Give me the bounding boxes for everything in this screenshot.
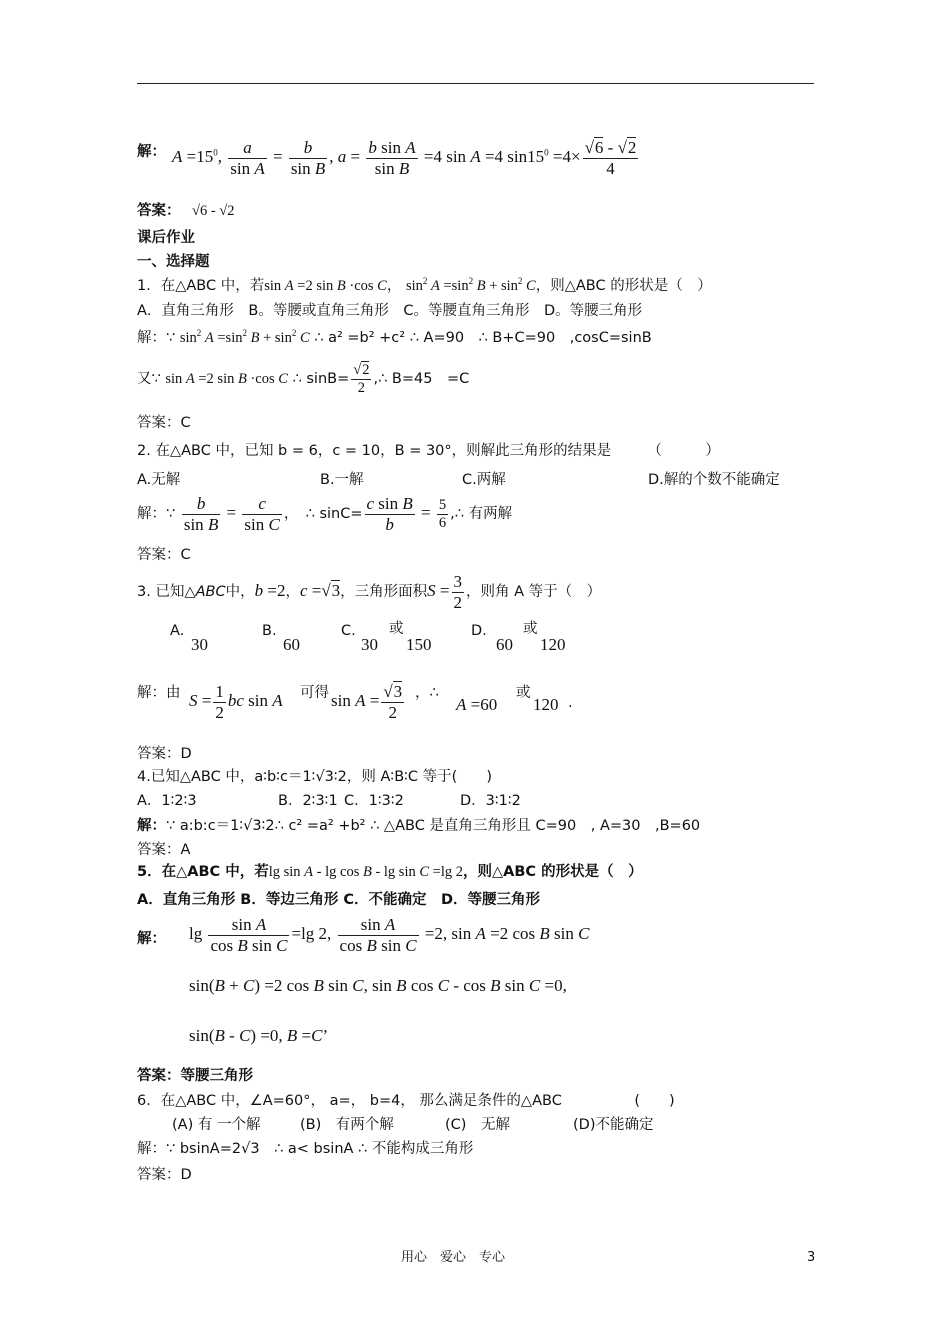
q3-option-a-value: 30 [191,635,208,654]
q3-option-c-label: C. [341,623,356,639]
header-rule [137,83,814,84]
q5-solution-line-3: sin(B - C) =0, B =C’ [189,1026,329,1045]
q6-stem: 6．在△ABC 中，∠A=60°， a=， b=4， 那么满足条件的△ABC ( ) [137,1093,675,1109]
q3-option-c-value-2: 150 [406,635,432,654]
q6-option-b: (B) 有两个解 [300,1117,394,1133]
q1-solution: 解：∵ $\sin^2 A =\sin^2$ $B + \sin^2 C$ ∴ a² =b² +c² ∴ A=90 ∴ B+C=90 ,cosC=sinB [137,328,652,346]
q5-solution-line-1: lg $\frac{\text{sin A}}{\text{cos B sin C}}$ =lg 2, $\frac{\text{sin A}}{\text{cos B sin C}}$ =2, sin A =2 cos B sin C [189,915,590,955]
q3-option-a-label: A. [170,623,185,639]
q2-option-d: D.解的个数不能确定 [648,472,780,488]
top-answer-label: 答案： [137,203,181,219]
q4-answer: 答案：A [137,842,191,858]
q3-solution-120: 120 [533,695,559,714]
q4-option-c: C．1∶3∶2 [344,793,404,809]
subsection-title: 一、选择题 [137,254,210,270]
q4-option-a: A．1∶2∶3 [137,793,197,809]
q4-solution: 解：∵ a:b:c＝1∶√3∶2∴ c² =a² +b² ∴ △ABC 是直角三角形且 C=90 , A=30 ,B=60 [137,818,701,834]
top-equation: $A =15^0$, $\frac{a}{\text{sin A}}$ = $\frac{b}{\text{sin B}}$ , a = $\frac{\text{b sin A}}{\text{sin B}}$ =4 sin A =4 $\sin 15^0 =4\times$ $\frac{√6 - √2}{4}$ [172,138,637,178]
footer-motto: 用心 爱心 专心 [401,1250,506,1265]
q3-option-d-value-1: 60 [496,635,513,654]
q3-stem: 3. 已知△ABC中，b =2，c =√3，三角形面积S = $\frac{3}{2}$ ，则角 A 等于（ ） [137,572,602,612]
q3-solution-prefix: 解：由 [137,685,181,701]
q5-answer: 答案：等腰三角形 [137,1068,253,1084]
q2-option-a: A.无解 [137,472,181,488]
q1-stem: 1．在△ABC 中，若sin A =2 sin B ·cos C， $\sin^2 A =\sin^2$ $B + \sin^2 C$，则△ABC 的形状是（ ） [137,276,712,294]
q3-answer: 答案：D [137,746,192,762]
q5-stem: 5．在△ABC 中，若lg sin A - lg cos B - lg sin C =lg 2，则△ABC 的形状是（ ） [137,864,643,880]
q3-solution-kede: 可得 [300,685,329,701]
q3-solution-formula: S = $\frac{1}{2}$ bc sin A [189,682,283,722]
q4-stem: 4.已知△ABC 中，a∶b∶c＝1∶√3∶2，则 A∶B∶C 等于( ) [137,769,492,785]
top-answer-value: √6 - √2 [192,203,235,219]
q3-option-d-value-2: 120 [540,635,566,654]
q2-stem: 2. 在△ABC 中，已知 b = 6，c = 10，B = 30°，则解此三角形的结果是 （ ） [137,443,720,459]
page-number: 3 [807,1250,816,1265]
q3-option-d-or: 或 [523,621,538,637]
section-title: 课后作业 [137,230,195,246]
q2-option-b: B.一解 [320,472,364,488]
q4-option-d: D．3∶1∶2 [460,793,521,809]
q3-option-b-value: 60 [283,635,300,654]
q5-solution-line-2: sin(B + C) =2 cos B sin C, sin B cos C - cos B sin C =0, [189,976,567,995]
q3-solution-therefore: ，∴ [415,685,439,701]
q5-options: A．直角三角形 B．等边三角形 C．不能确定 D．等腰三角形 [137,892,541,908]
q6-solution: 解：∵ bsinA=2√3 ∴ a< bsinA ∴ 不能构成三角形 [137,1141,474,1157]
solution-label: 解： [137,144,166,160]
q6-option-d: (D)不能确定 [573,1117,654,1133]
q1-options: A．直角三角形 B。等腰或直角三角形 C。等腰直角三角形 D。等腰三角形 [137,303,643,319]
q1-answer: 答案：C [137,415,191,431]
q3-option-c-value-1: 30 [361,635,378,654]
q3-option-d-label: D. [471,623,487,639]
q5-solution-label: 解： [137,931,166,947]
q6-option-a: (A) 有 一个解 [172,1117,261,1133]
q1-solution-2: 又∵ sin A =2 sin B ·cos C ∴ sinB= $\frac{√2}{2}$ ,∴ B=45 =C [137,362,470,396]
q3-option-c-or: 或 [389,621,404,637]
q4-option-b: B．2∶3∶1 [278,793,338,809]
q3-option-b-label: B. [262,623,277,639]
q6-option-c: (C) 无解 [445,1117,510,1133]
q3-solution-A: A =60 [456,695,498,714]
q2-answer: 答案：C [137,547,191,563]
q6-answer: 答案：D [137,1167,192,1183]
q3-solution-end: . [568,695,573,711]
q2-solution: 解：∵ $\frac{b}{\text{sin B}}$ = $\frac{c}{\text{sin C}}$ ， ∴ sinC= $\frac{\text{c sin B}}{b}$ = $\frac{5}{6}$ ,∴ 有两解 [137,494,513,534]
q2-option-c: C.两解 [462,472,506,488]
q3-solution-or: 或 [516,685,531,701]
q3-solution-sinA: sin A = $\frac{√3}{2}$ [331,682,403,722]
